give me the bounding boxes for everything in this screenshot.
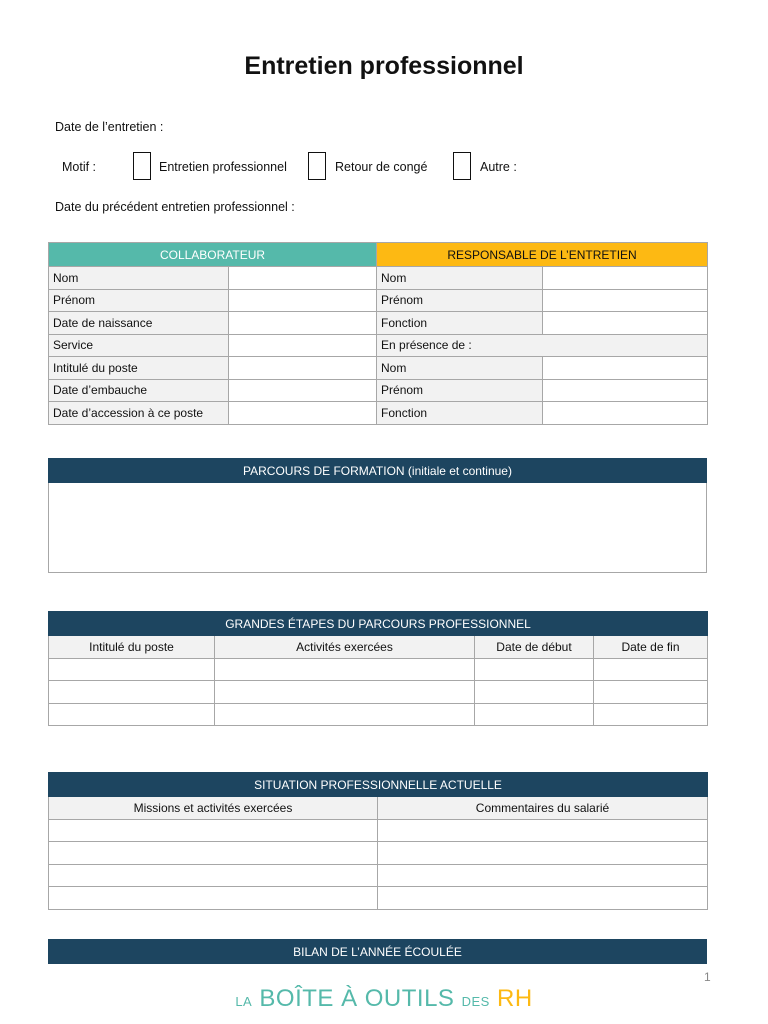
table-cell[interactable] xyxy=(594,681,708,704)
collab-label-nom: Nom xyxy=(49,267,229,290)
motif-option-entretien: Entretien professionnel xyxy=(159,160,287,174)
table-cell[interactable] xyxy=(215,658,475,681)
table-row xyxy=(49,819,708,842)
presence-input-prenom[interactable] xyxy=(543,379,708,402)
presence-input-fonction[interactable] xyxy=(543,402,708,425)
checkbox-autre[interactable] xyxy=(453,152,471,180)
resp-input-fonction[interactable] xyxy=(543,312,708,335)
identity-table xyxy=(48,242,708,425)
page-title: Entretien professionnel xyxy=(244,52,524,80)
col-intitule-poste: Intitulé du poste xyxy=(49,636,215,659)
etapes-table xyxy=(48,611,708,726)
header-situation: SITUATION PROFESSIONNELLE ACTUELLE xyxy=(49,773,708,797)
table-row xyxy=(49,887,708,910)
table-row xyxy=(49,681,708,704)
collab-label-embauche: Date d’embauche xyxy=(49,379,229,402)
page-number: 1 xyxy=(704,970,711,984)
col-date-debut: Date de début xyxy=(475,636,594,659)
resp-input-nom[interactable] xyxy=(543,267,708,290)
col-missions: Missions et activités exercées xyxy=(49,797,378,820)
table-cell[interactable] xyxy=(475,703,594,726)
table-cell[interactable] xyxy=(49,887,378,910)
checkbox-retour-conge[interactable] xyxy=(308,152,326,180)
table-cell[interactable] xyxy=(49,864,378,887)
presence-label-prenom: Prénom xyxy=(377,379,543,402)
collab-input-prenom[interactable] xyxy=(229,289,377,312)
header-etapes: GRANDES ÉTAPES DU PARCOURS PROFESSIONNEL xyxy=(49,612,708,636)
collab-input-embauche[interactable] xyxy=(229,379,377,402)
table-row xyxy=(49,842,708,865)
collab-input-service[interactable] xyxy=(229,334,377,357)
logo-rh: RH xyxy=(497,985,533,1012)
formation-textarea[interactable] xyxy=(49,483,707,573)
checkbox-entretien-professionnel[interactable] xyxy=(133,152,151,180)
collab-input-naissance[interactable] xyxy=(229,312,377,335)
presence-label-nom: Nom xyxy=(377,357,543,380)
presence-input-nom[interactable] xyxy=(543,357,708,380)
logo-boite: BOÎTE À OUTILS xyxy=(259,985,455,1012)
table-cell[interactable] xyxy=(594,658,708,681)
table-cell[interactable] xyxy=(49,819,378,842)
table-cell[interactable] xyxy=(49,658,215,681)
table-cell[interactable] xyxy=(215,681,475,704)
collab-label-prenom: Prénom xyxy=(49,289,229,312)
motif-option-autre: Autre : xyxy=(480,160,517,174)
col-activites: Activités exercées xyxy=(215,636,475,659)
table-row xyxy=(49,864,708,887)
table-cell[interactable] xyxy=(49,703,215,726)
resp-input-prenom[interactable] xyxy=(543,289,708,312)
footer-logo xyxy=(0,985,768,1013)
table-cell[interactable] xyxy=(49,681,215,704)
header-bilan: BILAN DE L’ANNÉE ÉCOULÉE xyxy=(49,940,707,964)
date-precedent-label: Date du précédent entretien professionnel : xyxy=(55,200,295,214)
motif-option-retour: Retour de congé xyxy=(335,160,428,174)
resp-label-nom: Nom xyxy=(377,267,543,290)
resp-label-fonction: Fonction xyxy=(377,312,543,335)
collab-input-accession[interactable] xyxy=(229,402,377,425)
collab-label-accession: Date d’accession à ce poste xyxy=(49,402,229,425)
motif-label: Motif : xyxy=(62,160,97,174)
table-cell[interactable] xyxy=(475,658,594,681)
table-cell[interactable] xyxy=(378,819,708,842)
formation-table xyxy=(48,458,707,573)
table-cell[interactable] xyxy=(378,864,708,887)
logo-la: LA xyxy=(235,994,253,1009)
presence-label: En présence de : xyxy=(377,334,708,357)
header-responsable: RESPONSABLE DE L’ENTRETIEN xyxy=(377,243,708,267)
collab-label-service: Service xyxy=(49,334,229,357)
header-collaborateur: COLLABORATEUR xyxy=(49,243,377,267)
collab-input-poste[interactable] xyxy=(229,357,377,380)
table-cell[interactable] xyxy=(594,703,708,726)
collab-label-poste: Intitulé du poste xyxy=(49,357,229,380)
presence-label-fonction: Fonction xyxy=(377,402,543,425)
bilan-table xyxy=(48,939,707,964)
table-cell[interactable] xyxy=(378,842,708,865)
situation-table xyxy=(48,772,708,910)
date-entretien-label: Date de l’entretien : xyxy=(55,120,164,134)
header-formation: PARCOURS DE FORMATION (initiale et continue) xyxy=(49,459,707,483)
table-cell[interactable] xyxy=(215,703,475,726)
table-cell[interactable] xyxy=(475,681,594,704)
table-row xyxy=(49,703,708,726)
table-row xyxy=(49,658,708,681)
logo-des: DES xyxy=(461,994,490,1009)
collab-label-naissance: Date de naissance xyxy=(49,312,229,335)
collab-input-nom[interactable] xyxy=(229,267,377,290)
table-cell[interactable] xyxy=(49,842,378,865)
col-date-fin: Date de fin xyxy=(594,636,708,659)
resp-label-prenom: Prénom xyxy=(377,289,543,312)
table-cell[interactable] xyxy=(378,887,708,910)
col-commentaires: Commentaires du salarié xyxy=(378,797,708,820)
